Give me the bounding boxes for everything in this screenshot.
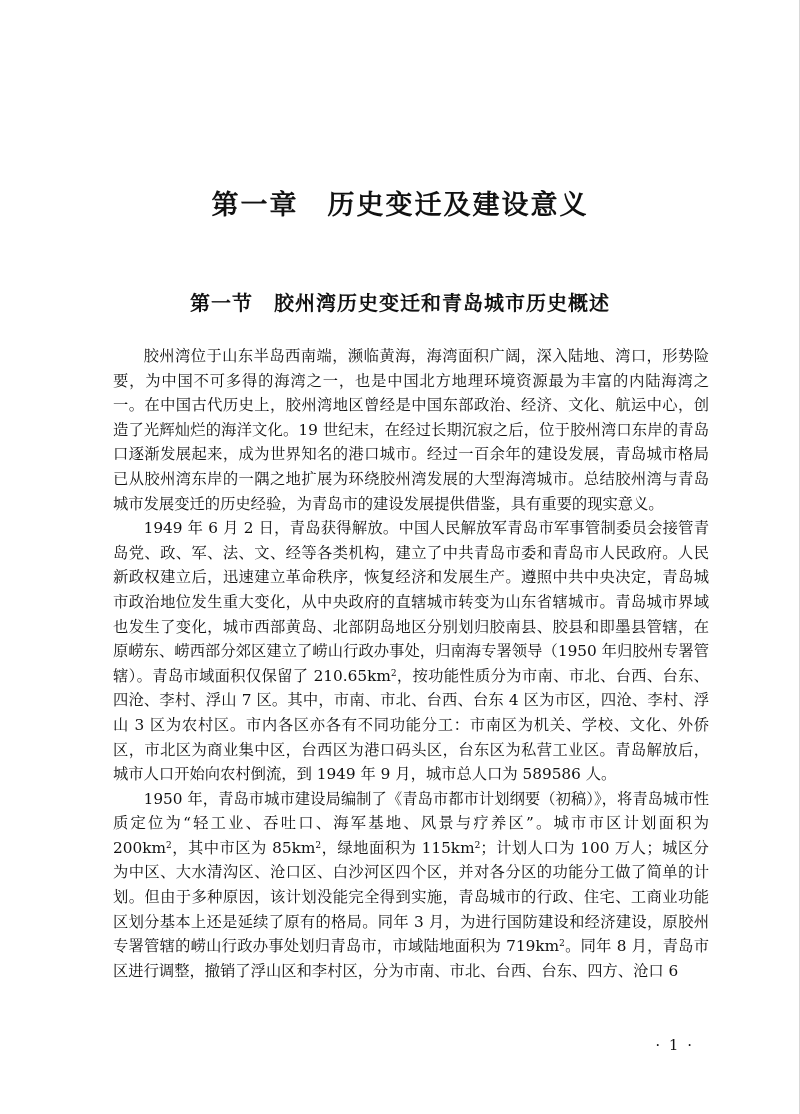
paragraph-3-text-d: ；计划人口为 100 万人；城区分为中区、大水清沟区、沧口区、白沙河区四个区，并对各分区的功能分工做了简单的计划。但由于多种原因，该计划没能完全得到实施，青岛城市的行政、住宅、工商业功能区划分基本上还是延续了原有的格局。同年 3 月，为进行国防建设和经济建设，原胶州专署管辖的崂山行政办事处划归青岛市，市域陆地面积为 719km [113, 838, 709, 956]
superscript: 2 [559, 939, 565, 950]
section-title: 第一节 胶州湾历史变迁和青岛城市历史概述 [190, 291, 610, 315]
paragraph-2-text-a: 1949 年 6 月 2 日，青岛获得解放。中国人民解放军青岛市军事管制委员会接管青岛党、政、军、法、文、经等各类机构，建立了中共青岛市委和青岛市人民政府。人民新政权建立后，迅速建立革命秩序，恢复经济和发展生产。遵照中共中央决定，青岛城市政治地位发生重大变化，从中央政府的直辖城市转变为山东省辖城市。青岛城市界域也发生了变化，城市西部黄岛、北部阴岛地区分别划归胶南县、胶县和即墨县管辖，在原崂东、崂西部分郊区建立了崂山行政办事处，归南海专署领导（1950 年归胶州专署管辖）。青岛市域面积仅保留了 210.65km [113, 519, 709, 685]
body-text [113, 344, 709, 983]
superscript: 2 [315, 840, 322, 851]
paragraph-3-text-a: 1950 年，青岛市城市建设局编制了《青岛市都市计划纲要（初稿）》，将青岛城市性质定位为“轻工业、吞吐口、海军基地、风景与疗养区”。城市市区计划面积为 200km [113, 789, 709, 857]
chapter-title: 第一章 历史变迁及建设意义 [211, 190, 589, 221]
paragraph-1: 胶州湾位于山东半岛西南端，濒临黄海，海湾面积广阔，深入陆地、湾口，形势险要，为中国不可多得的海湾之一，也是中国北方地理环境资源最为丰富的内陆海湾之一。在中国古代历史上，胶州湾地区曾经是中国东部政治、经济、文化、航运中心，创造了光辉灿烂的海洋文化。19 世纪末，在经过长期沉寂之后，位于胶州湾口东岸的青岛口逐渐发展起来，成为世界知名的港口城市。经过一百余年的建设发展，青岛城市格局已从胶州湾东岸的一隅之地扩展为环绕胶州湾发展的大型海湾城市。总结胶州湾与青岛城市发展变迁的历史经验，为青岛市的建设发展提供借鉴，具有重要的现实意义。 [113, 347, 709, 513]
paragraph-3-text-e: 。同年 8 月，青岛市区进行调整，撤销了浮山区和李村区，分为市南、市北、台西、台东、四方、沧口 6 [113, 937, 709, 980]
paragraph-3 [113, 787, 709, 984]
page-number: · 1 · [655, 1036, 694, 1054]
superscript: 2 [474, 840, 481, 851]
paragraph-3-text-b: ，其中市区为 85km [171, 838, 316, 857]
superscript: 2 [165, 840, 172, 851]
paragraph-2 [113, 516, 709, 787]
paragraph-2-text-b: ，按功能性质分为市南、市北、台西、台东、四沧、李村、浮山 7 区。其中，市南、市北、台西、台东 4 区为市区，四沧、李村、浮山 3 区为农村区。市内各区亦各有不同功能分工：市南区为机关、学校、文化、外侨区，市北区为商业集中区，台西区为港口码头区，台东区为私营工业区。青岛解放后，城市人口开始向农村倒流，到 1949 年 9 月，城市总人口为 589586 人。 [113, 666, 709, 784]
paragraph-3-text-c: ，绿地面积为 115km [321, 838, 475, 857]
superscript: 2 [390, 668, 397, 679]
